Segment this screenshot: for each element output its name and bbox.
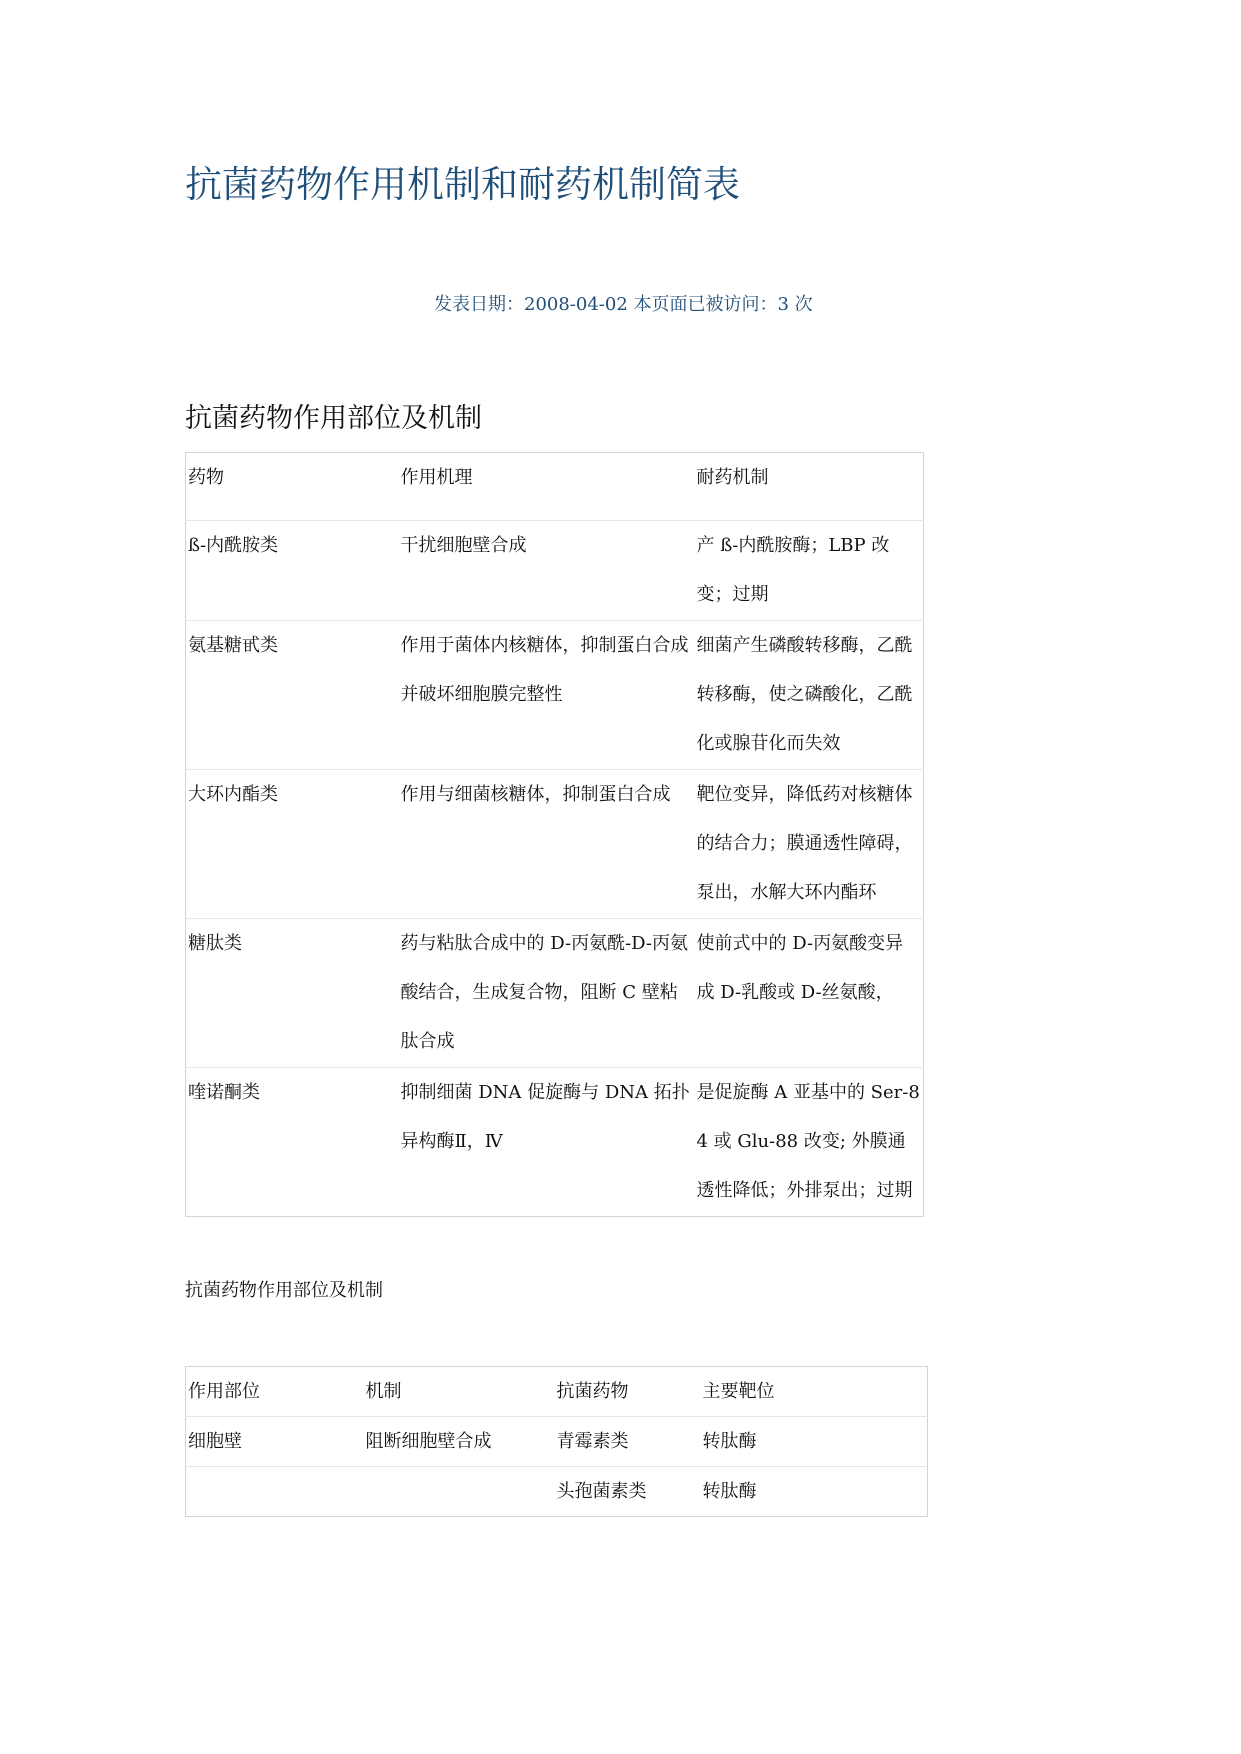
drug-mechanism-table — [185, 452, 924, 1217]
section-heading: 抗菌药物作用部位及机制 — [185, 403, 482, 434]
table-row — [186, 521, 924, 621]
header-cell: 主要靶位 — [702, 1381, 775, 1402]
table-cell: 糖肽类 — [186, 919, 399, 1068]
table-cell: 转肽酶 — [701, 1467, 928, 1517]
table-caption: 抗菌药物作用部位及机制 — [185, 1280, 383, 1301]
table-cell: 细菌产生磷酸转移酶，乙酰转移酶，使之磷酸化，乙酰化或腺苷化而失效 — [695, 621, 924, 770]
table-cell: 抑制细菌 DNA 促旋酶与 DNA 拓扑异构酶Ⅱ，Ⅳ — [399, 1068, 695, 1217]
table-header-row — [186, 1367, 928, 1417]
table-cell — [186, 1467, 364, 1517]
table-row — [186, 621, 924, 770]
table-header-row — [186, 453, 924, 521]
table-cell: 作用于菌体内核糖体，抑制蛋白合成并破坏细胞膜完整性 — [399, 621, 695, 770]
table-cell: 干扰细胞壁合成 — [399, 521, 695, 621]
table-cell: 阻断细胞壁合成 — [364, 1417, 555, 1467]
header-cell: 作用机理 — [400, 467, 473, 488]
table-cell: 青霉素类 — [555, 1417, 701, 1467]
action-site-table — [185, 1366, 928, 1517]
table-cell: 是促旋酶 A 亚基中的 Ser-84 或 Glu-88 改变; 外膜通透性降低；外排泵出；过期 — [695, 1068, 924, 1217]
table-cell: 产 ß-内酰胺酶；LBP 改变；过期 — [695, 521, 924, 621]
table-cell: 细胞壁 — [186, 1417, 364, 1467]
table-cell: 转肽酶 — [701, 1417, 928, 1467]
header-cell: 机制 — [365, 1381, 402, 1402]
table-cell: 头孢菌素类 — [555, 1467, 701, 1517]
publish-info: 发表日期：2008-04-02 本页面已被访问：3 次 — [434, 294, 813, 315]
table-row — [186, 770, 924, 919]
table-cell: 靶位变异，降低药对核糖体的结合力；膜通透性障碍，泵出，水解大环内酯环 — [695, 770, 924, 919]
header-cell: 作用部位 — [188, 1381, 260, 1402]
table-row — [186, 1068, 924, 1217]
table-row — [186, 919, 924, 1068]
header-cell: 药物 — [188, 467, 224, 488]
table-cell: 大环内酯类 — [186, 770, 399, 919]
table-row — [186, 1467, 928, 1517]
table-cell: 氨基糖甙类 — [186, 621, 399, 770]
table-cell: 药与粘肽合成中的 D-丙氨酰-D-丙氨酸结合，生成复合物，阻断 C 壁粘肽合成 — [399, 919, 695, 1068]
page-title: 抗菌药物作用机制和耐药机制简表 — [185, 163, 740, 206]
header-cell: 抗菌药物 — [556, 1381, 629, 1402]
table-row — [186, 1417, 928, 1467]
header-cell: 耐药机制 — [696, 467, 769, 488]
table-cell — [364, 1467, 555, 1517]
table-cell: ß-内酰胺类 — [186, 521, 399, 621]
table-cell: 作用与细菌核糖体，抑制蛋白合成 — [399, 770, 695, 919]
table-cell: 喹诺酮类 — [186, 1068, 399, 1217]
table-cell: 使前式中的 D-丙氨酸变异成 D-乳酸或 D-丝氨酸， — [695, 919, 924, 1068]
